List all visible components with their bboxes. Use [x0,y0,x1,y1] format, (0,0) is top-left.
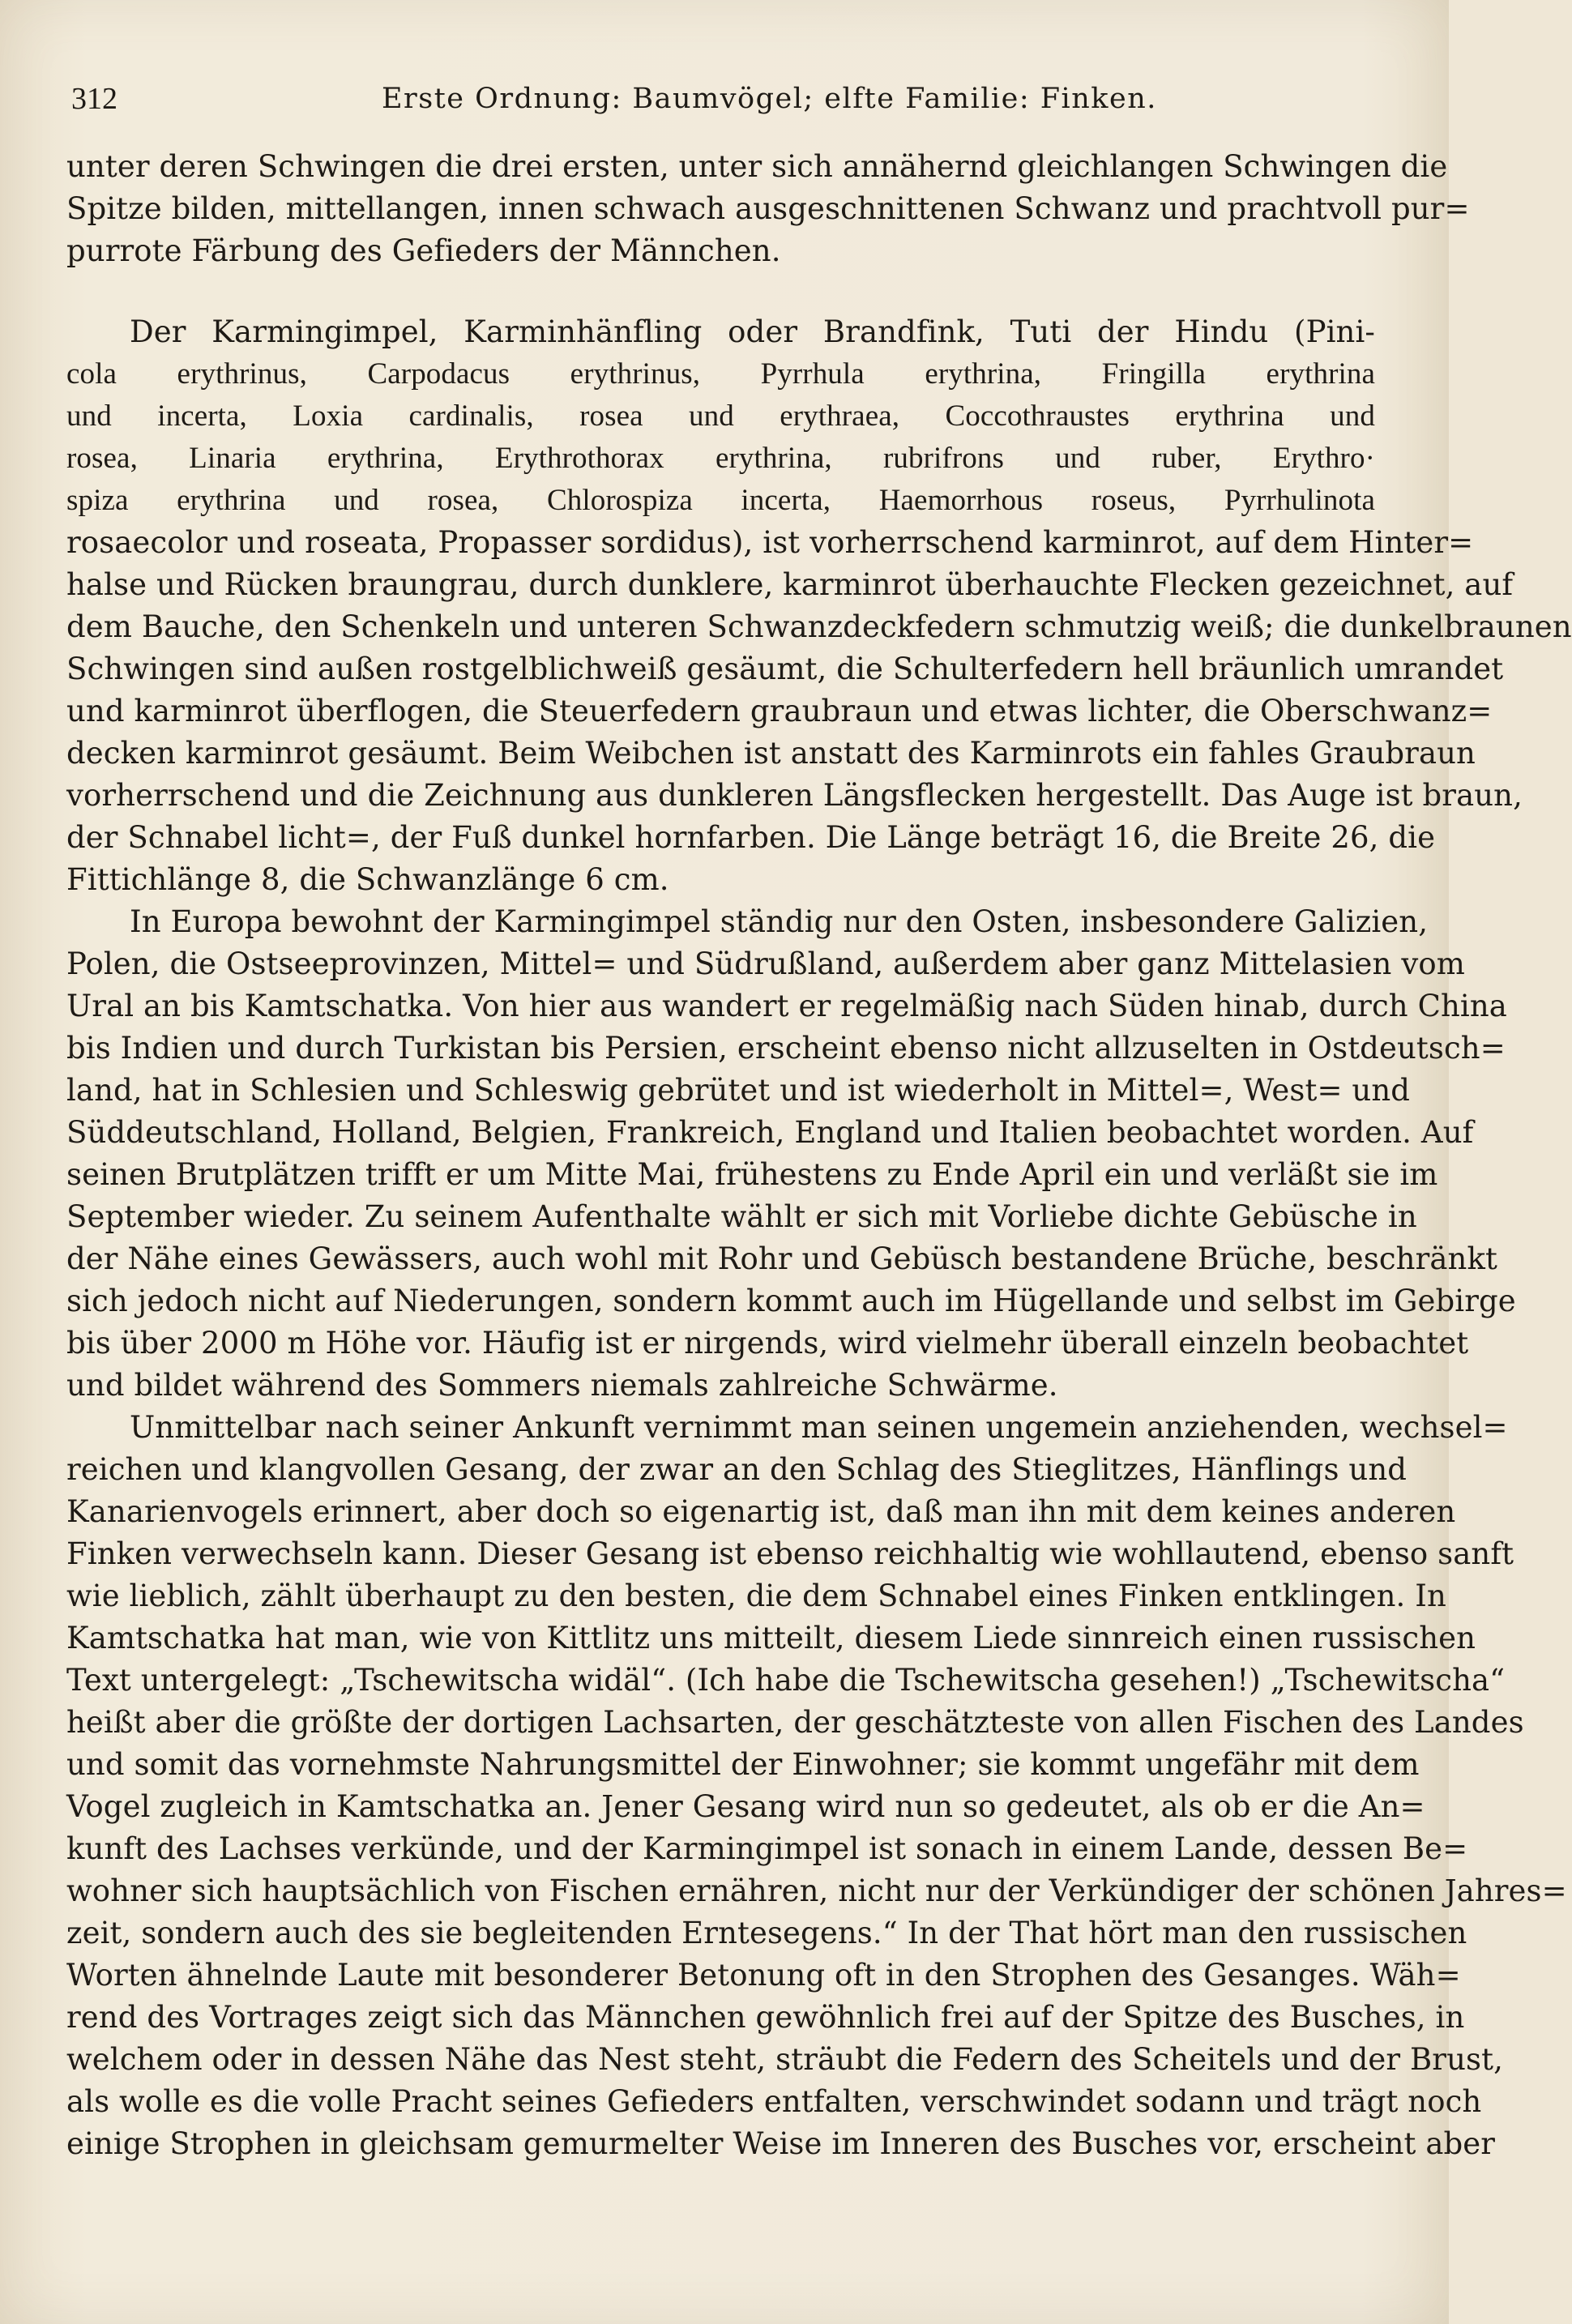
text-line: Kanarienvogels erinnert, aber doch so eigenartig ist, daß man ihn mit dem keines anderen [66,1494,1456,1529]
text-line: kunft des Lachses verkünde, und der Karmingimpel ist sonach in einem Lande, dessen Be= [66,1831,1468,1866]
text-line: welchem oder in dessen Nähe das Nest steht, sträubt die Federn des Scheitels und der Brust, [66,2042,1503,2077]
text-line: und karminrot überflogen, die Steuerfedern graubraun und etwas lichter, die Oberschwanz= [66,694,1493,728]
text-line: und somit das vornehmste Nahrungsmittel der Einwohner; sie kommt ungefähr mit dem [66,1747,1420,1782]
song-paragraph [66,1407,1567,2165]
text-line: dem Bauche, den Schenkeln und unteren Schwanzdeckfedern schmutzig weiß; die dunkelbraunen [66,609,1572,644]
page-number: 312 [71,82,117,116]
body-text [66,146,1572,2165]
text-line: Kamtschatka hat man, wie von Kittlitz uns mitteilt, diesem Liede sinnreich einen russischen [66,1621,1476,1655]
text-line: und incerta, Loxia cardinalis, rosea und erythraea, Coccothraustes erythrina und [66,399,1375,433]
text-line: wohner sich hauptsächlich von Fischen ernähren, nicht nur der Verkündiger der schönen Jahres= [66,1873,1567,1908]
text-line: rend des Vortrages zeigt sich das Männchen gewöhnlich frei auf der Spitze des Busches, in [66,2000,1465,2035]
text-line: Der Karmingimpel, Karminhänfling oder Brandfink, Tuti der Hindu (Pini- [130,314,1375,349]
text-line: September wieder. Zu seinem Aufenthalte wählt er sich mit Vorliebe dichte Gebüsche in [66,1199,1417,1234]
text-line: wie lieblich, zählt überhaupt zu den besten, die dem Schnabel eines Finken entklingen. In [66,1579,1446,1613]
text-line: purrote Färbung des Gefieders der Männchen. [66,233,781,268]
text-line: Polen, die Ostseeprovinzen, Mittel= und Südrußland, außerdem aber ganz Mittelasien vom [66,946,1465,981]
text-line: sich jedoch nicht auf Niederungen, sondern kommt auch im Hügellande und selbst im Gebirge [66,1284,1516,1318]
text-line: Finken verwechseln kann. Dieser Gesang ist ebenso reichhaltig wie wohllautend, ebenso sanft [66,1536,1514,1571]
text-line: Fittichlänge 8, die Schwanzlänge 6 cm. [66,862,669,897]
running-header [71,75,1376,123]
text-line: einige Strophen in gleichsam gemurmelter Weise im Inneren des Busches vor, erscheint aber [66,2126,1496,2161]
text-line: der Schnabel licht=, der Fuß dunkel hornfarben. Die Länge beträgt 16, die Breite 26, die [66,820,1436,855]
text-line: In Europa bewohnt der Karmingimpel ständig nur den Osten, insbesondere Galizien, [130,904,1429,939]
text-line: bis über 2000 m Höhe vor. Häufig ist er nirgends, wird vielmehr überall einzeln beobachtet [66,1326,1469,1361]
text-line: der Nähe eines Gewässers, auch wohl mit Rohr und Gebüsch bestandene Brüche, beschränkt [66,1241,1497,1276]
text-line: bis Indien und durch Turkistan bis Persien, erscheint ebenso nicht allzuselten in Ostdeutsch= [66,1031,1506,1066]
text-line: Vogel zugleich in Kamtschatka an. Jener Gesang wird nun so gedeutet, als ob er die An= [66,1789,1425,1824]
text-line: Spitze bilden, mittellangen, innen schwach ausgeschnittenen Schwanz und prachtvoll pur= [66,191,1470,226]
text-line: heißt aber die größte der dortigen Lachsarten, der geschätzteste von allen Fischen des Landes [66,1705,1524,1740]
text-line: Schwingen sind außen rostgelblichweiß gesäumt, die Schulterfedern hell bräunlich umrandet [66,651,1504,686]
text-line: decken karminrot gesäumt. Beim Weibchen ist anstatt des Karminrots ein fahles Graubraun [66,736,1476,771]
text-line: cola erythrinus, Carpodacus erythrinus, Pyrrhula erythrina, Fringilla erythrina [66,357,1375,391]
text-line: rosea, Linaria erythrina, Erythrothorax erythrina, rubrifrons und ruber, Erythro· [66,442,1375,475]
text-line: Süddeutschland, Holland, Belgien, Frankreich, England und Italien beobachtet worden. Auf [66,1115,1474,1150]
text-line: Ural an bis Kamtschatka. Von hier aus wandert er regelmäßig nach Süden hinab, durch China [66,989,1507,1023]
text-line: zeit, sondern auch des sie begleitenden Erntesegens.“ In der That hört man den russischen [66,1916,1467,1950]
species-description-paragraph [66,311,1572,901]
running-title: Erste Ordnung: Baumvögel; elfte Familie: Finken. [382,83,1157,115]
text-line: seinen Brutplätzen trifft er um Mitte Mai, frühestens zu Ende April ein und verläßt sie im [66,1157,1438,1192]
text-line: als wolle es die volle Pracht seines Gefieders entfalten, verschwindet sodann und trägt noch [66,2084,1482,2119]
text-line: und bildet während des Sommers niemals zahlreiche Schwärme. [66,1368,1058,1403]
text-line: reichen und klangvollen Gesang, der zwar an den Schlag des Stieglitzes, Hänflings und [66,1452,1408,1487]
text-line: Worten ähnelnde Laute mit besonderer Betonung oft in den Strophen des Gesanges. Wäh= [66,1958,1461,1993]
text-line: halse und Rücken braungrau, durch dunklere, karminrot überhauchte Flecken gezeichnet, auf [66,567,1514,602]
distribution-paragraph [66,901,1516,1407]
text-line: vorherrschend und die Zeichnung aus dunkleren Längsflecken hergestellt. Das Auge ist braun, [66,778,1523,813]
text-line: rosaecolor und roseata, Propasser sordidus), ist vorherrschend karminrot, auf dem Hinter= [66,525,1474,560]
text-line: spiza erythrina und rosea, Chlorospiza incerta, Haemorrhous roseus, Pyrrhulinota [66,484,1375,517]
text-line: land, hat in Schlesien und Schleswig gebrütet und ist wiederholt in Mittel=, West= und [66,1073,1411,1108]
paragraph-continuation [66,146,1470,272]
text-line: Unmittelbar nach seiner Ankunft vernimmt man seinen ungemein anziehenden, wechsel= [130,1410,1508,1445]
text-line: unter deren Schwingen die drei ersten, unter sich annähernd gleichlangen Schwingen die [66,149,1448,184]
text-line: Text untergelegt: „Tschewitscha widäl“. (Ich habe die Tschewitscha gesehen!) „Tschewitscha“ [66,1663,1506,1698]
